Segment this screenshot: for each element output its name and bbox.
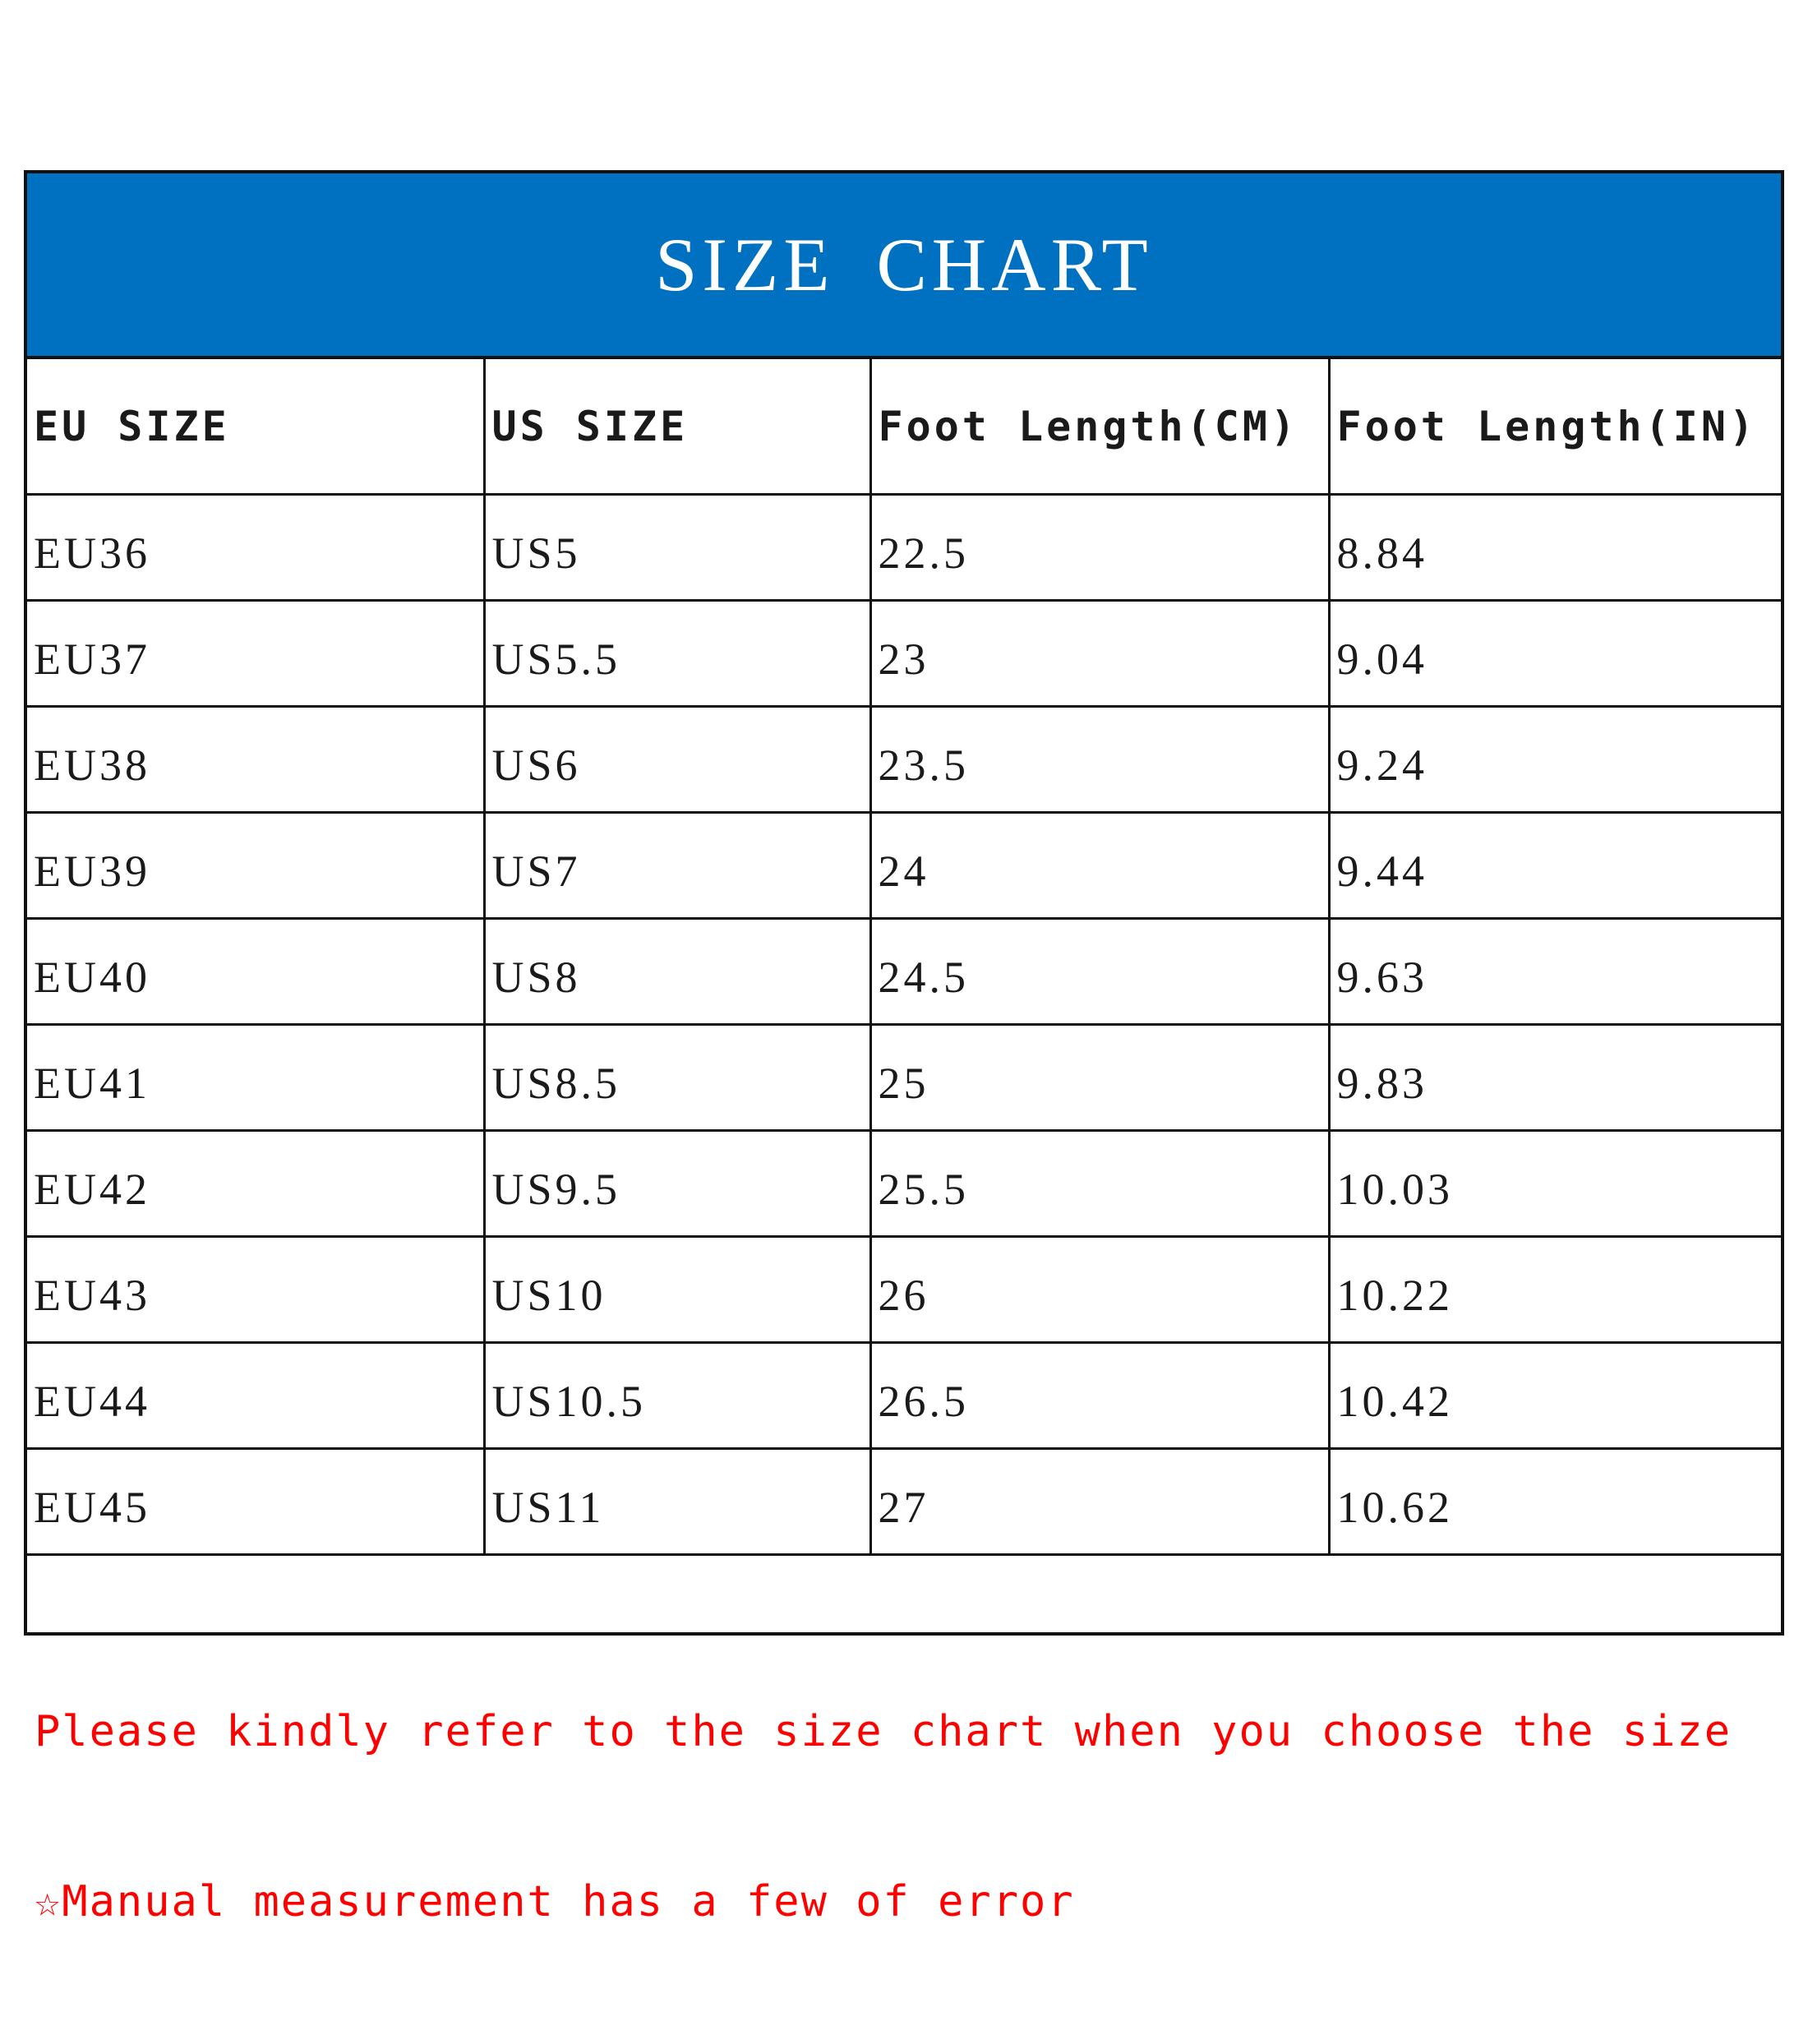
table-row bbox=[27, 1449, 1781, 1555]
foot-length-cm-cell: 22.5 bbox=[870, 495, 1329, 601]
foot-length-cm-cell: 24 bbox=[870, 813, 1329, 919]
foot-length-in-cell: 10.03 bbox=[1329, 1131, 1781, 1237]
size-table bbox=[27, 359, 1781, 1556]
foot-length-cm-cell: 26.5 bbox=[870, 1343, 1329, 1449]
table-row bbox=[27, 1343, 1781, 1449]
foot-length-cm-cell: 27 bbox=[870, 1449, 1329, 1555]
us-size-cell: US5.5 bbox=[484, 601, 870, 707]
table-row bbox=[27, 1237, 1781, 1343]
us-size-cell: US8 bbox=[484, 919, 870, 1025]
column-header-us-size: US SIZE bbox=[484, 359, 870, 495]
foot-length-cm-cell: 26 bbox=[870, 1237, 1329, 1343]
chart-title: SIZE CHART bbox=[655, 223, 1153, 307]
note-line: ☆Manual measurement has a few of error bbox=[35, 1877, 1075, 1926]
us-size-cell: US6 bbox=[484, 707, 870, 813]
eu-size-cell: EU42 bbox=[27, 1131, 484, 1237]
foot-length-in-cell: 9.83 bbox=[1329, 1025, 1781, 1131]
foot-length-in-cell: 9.44 bbox=[1329, 813, 1781, 919]
eu-size-cell: EU43 bbox=[27, 1237, 484, 1343]
us-size-cell: US7 bbox=[484, 813, 870, 919]
eu-size-cell: EU41 bbox=[27, 1025, 484, 1131]
foot-length-in-cell: 8.84 bbox=[1329, 495, 1781, 601]
foot-length-cm-cell: 25 bbox=[870, 1025, 1329, 1131]
title-banner bbox=[27, 173, 1781, 359]
foot-length-in-cell: 9.24 bbox=[1329, 707, 1781, 813]
foot-length-cm-cell: 25.5 bbox=[870, 1131, 1329, 1237]
eu-size-cell: EU45 bbox=[27, 1449, 484, 1555]
us-size-cell: US10.5 bbox=[484, 1343, 870, 1449]
foot-length-cm-cell: 24.5 bbox=[870, 919, 1329, 1025]
column-header-foot-length-in: Foot Length(IN) bbox=[1329, 359, 1781, 495]
table-body bbox=[27, 495, 1781, 1555]
header-row bbox=[27, 359, 1781, 495]
us-size-cell: US8.5 bbox=[484, 1025, 870, 1131]
table-row bbox=[27, 813, 1781, 919]
foot-length-in-cell: 10.22 bbox=[1329, 1237, 1781, 1343]
eu-size-cell: EU36 bbox=[27, 495, 484, 601]
size-note bbox=[27, 1556, 1781, 2044]
foot-length-cm-cell: 23.5 bbox=[870, 707, 1329, 813]
column-header-eu-size: EU SIZE bbox=[27, 359, 484, 495]
foot-length-in-cell: 9.04 bbox=[1329, 601, 1781, 707]
us-size-cell: US5 bbox=[484, 495, 870, 601]
table-row bbox=[27, 1025, 1781, 1131]
size-chart bbox=[24, 170, 1784, 1926]
column-header-foot-length-cm: Foot Length(CM) bbox=[870, 359, 1329, 495]
us-size-cell: US9.5 bbox=[484, 1131, 870, 1237]
eu-size-cell: EU37 bbox=[27, 601, 484, 707]
note-line: Please kindly refer to the size chart when you choose the size bbox=[35, 1707, 1732, 1756]
eu-size-cell: EU38 bbox=[27, 707, 484, 813]
table-row bbox=[27, 495, 1781, 601]
table-row bbox=[27, 601, 1781, 707]
foot-length-in-cell: 10.42 bbox=[1329, 1343, 1781, 1449]
table-row bbox=[27, 707, 1781, 813]
us-size-cell: US11 bbox=[484, 1449, 870, 1555]
foot-length-in-cell: 10.62 bbox=[1329, 1449, 1781, 1555]
eu-size-cell: EU40 bbox=[27, 919, 484, 1025]
table-row bbox=[27, 919, 1781, 1025]
eu-size-cell: EU39 bbox=[27, 813, 484, 919]
eu-size-cell: EU44 bbox=[27, 1343, 484, 1449]
foot-length-cm-cell: 23 bbox=[870, 601, 1329, 707]
foot-length-in-cell: 9.63 bbox=[1329, 919, 1781, 1025]
us-size-cell: US10 bbox=[484, 1237, 870, 1343]
table-row bbox=[27, 1131, 1781, 1237]
